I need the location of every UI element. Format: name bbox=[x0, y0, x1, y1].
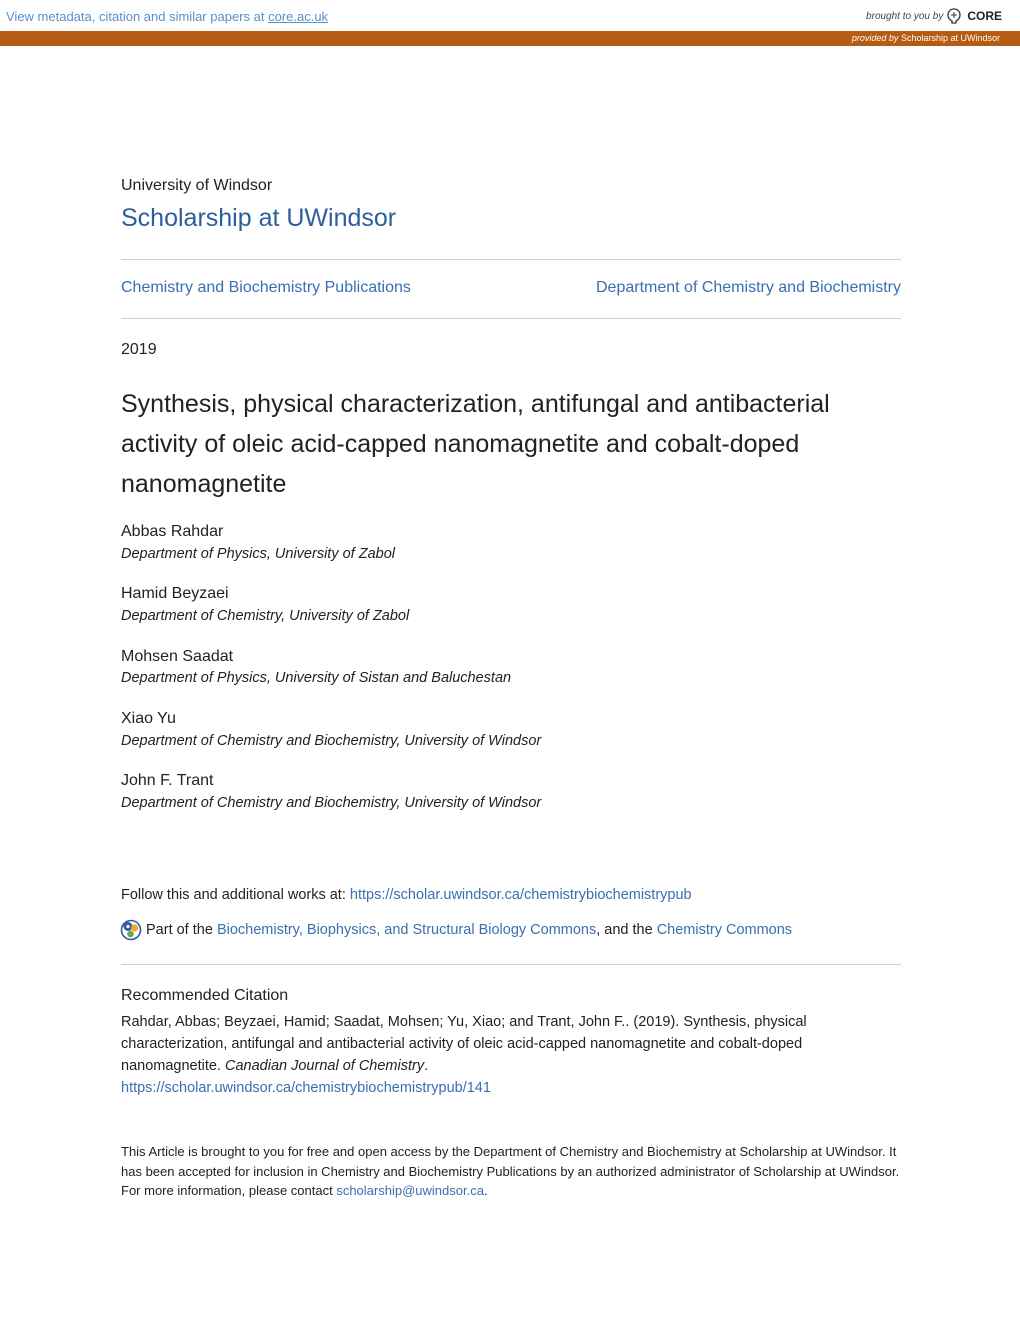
provided-by-source: Scholarship at UWindsor bbox=[900, 33, 1000, 43]
core-logo-icon bbox=[947, 8, 961, 24]
author-name: Xiao Yu bbox=[121, 710, 176, 727]
citation-block bbox=[121, 1011, 901, 1099]
citation-period: . bbox=[424, 1058, 429, 1074]
provided-by[interactable] bbox=[852, 33, 1000, 43]
author-affiliation: Department of Physics, University of Sistan and Baluchestan bbox=[121, 670, 512, 686]
divider-collections bbox=[121, 318, 901, 319]
author-affiliation: Department of Physics, University of Zabol bbox=[121, 546, 395, 562]
brought-to-you-text: brought to you by bbox=[866, 10, 944, 22]
collection-url-link[interactable]: https://scholar.uwindsor.ca/chemistrybiochemistrypub bbox=[349, 887, 692, 903]
chemistry-commons-link[interactable]: Chemistry Commons bbox=[656, 922, 793, 938]
part-of-prefix: Part of the bbox=[146, 922, 217, 938]
university-name: University of Windsor bbox=[121, 177, 273, 194]
author-name: Hamid Beyzaei bbox=[121, 585, 229, 602]
core-metadata-note bbox=[6, 9, 328, 24]
core-logo-text: CORE bbox=[967, 9, 1002, 23]
article-title: Synthesis, physical characterization, antifungal and antibacterial activity of oleic acid-capped nanomagnetite and cobalt-doped nanomagnetite bbox=[121, 390, 830, 498]
access-statement-end: . bbox=[483, 1183, 488, 1198]
divider-citation bbox=[121, 964, 901, 965]
core-metadata-text: View metadata, citation and similar papers at bbox=[6, 9, 269, 24]
biochemistry-commons-link[interactable]: Biochemistry, Biophysics, and Structural Biology Commons bbox=[216, 922, 597, 938]
network-commons-icon[interactable] bbox=[120, 919, 142, 941]
follow-text: Follow this and additional works at: bbox=[121, 887, 350, 903]
follow-line bbox=[121, 887, 901, 903]
part-of-middle: , and the bbox=[596, 922, 657, 938]
contact-email-link[interactable]: scholarship@uwindsor.ca bbox=[336, 1183, 484, 1198]
author-name: Mohsen Saadat bbox=[121, 648, 234, 665]
author-affiliation: Department of Chemistry and Biochemistry, University of Windsor bbox=[121, 795, 542, 811]
author-name: John F. Trant bbox=[121, 772, 214, 789]
citation-heading: Recommended Citation bbox=[121, 987, 289, 1004]
citation-url-link[interactable]: https://scholar.uwindsor.ca/chemistrybiochemistrypub/141 bbox=[121, 1080, 491, 1096]
repository-link[interactable]: Scholarship at UWindsor bbox=[121, 204, 397, 232]
collection-link-department[interactable]: Department of Chemistry and Biochemistry bbox=[596, 279, 901, 296]
author-name: Abbas Rahdar bbox=[121, 523, 224, 540]
collection-link-publications[interactable]: Chemistry and Biochemistry Publications bbox=[121, 279, 411, 296]
access-statement-text: This Article is brought to you for free and open access by the Department of Chemistry and Biochemistry at Scholarship at UWindsor. It has been accepted for inclusion in Chemistry and Biochemistry Publications by an authorized administrator of Scholarship at UWindsor. For more information, please contact bbox=[121, 1144, 900, 1198]
citation-journal: Canadian Journal of Chemistry bbox=[225, 1058, 425, 1074]
author-affiliation: Department of Chemistry and Biochemistry, University of Windsor bbox=[121, 733, 542, 749]
citation-text: Rahdar, Abbas; Beyzaei, Hamid; Saadat, Mohsen; Yu, Xiao; and Trant, John F.. (2019). Synthesis, physical characterization, antifungal and antibacterial activity of oleic acid-capped nanomagnetite and cobalt-doped nanomagnetite. bbox=[121, 1014, 807, 1074]
core-link[interactable]: core.ac.uk bbox=[268, 9, 329, 24]
access-statement bbox=[121, 1142, 901, 1201]
publication-year: 2019 bbox=[121, 341, 157, 358]
collections-row bbox=[121, 279, 901, 297]
core-brought-by[interactable] bbox=[866, 8, 1002, 24]
part-of-line bbox=[121, 919, 901, 941]
author-affiliation: Department of Chemistry, University of Zabol bbox=[121, 608, 410, 624]
provided-by-label: provided by bbox=[851, 33, 899, 43]
core-banner bbox=[0, 0, 1020, 32]
divider-top bbox=[121, 259, 901, 260]
